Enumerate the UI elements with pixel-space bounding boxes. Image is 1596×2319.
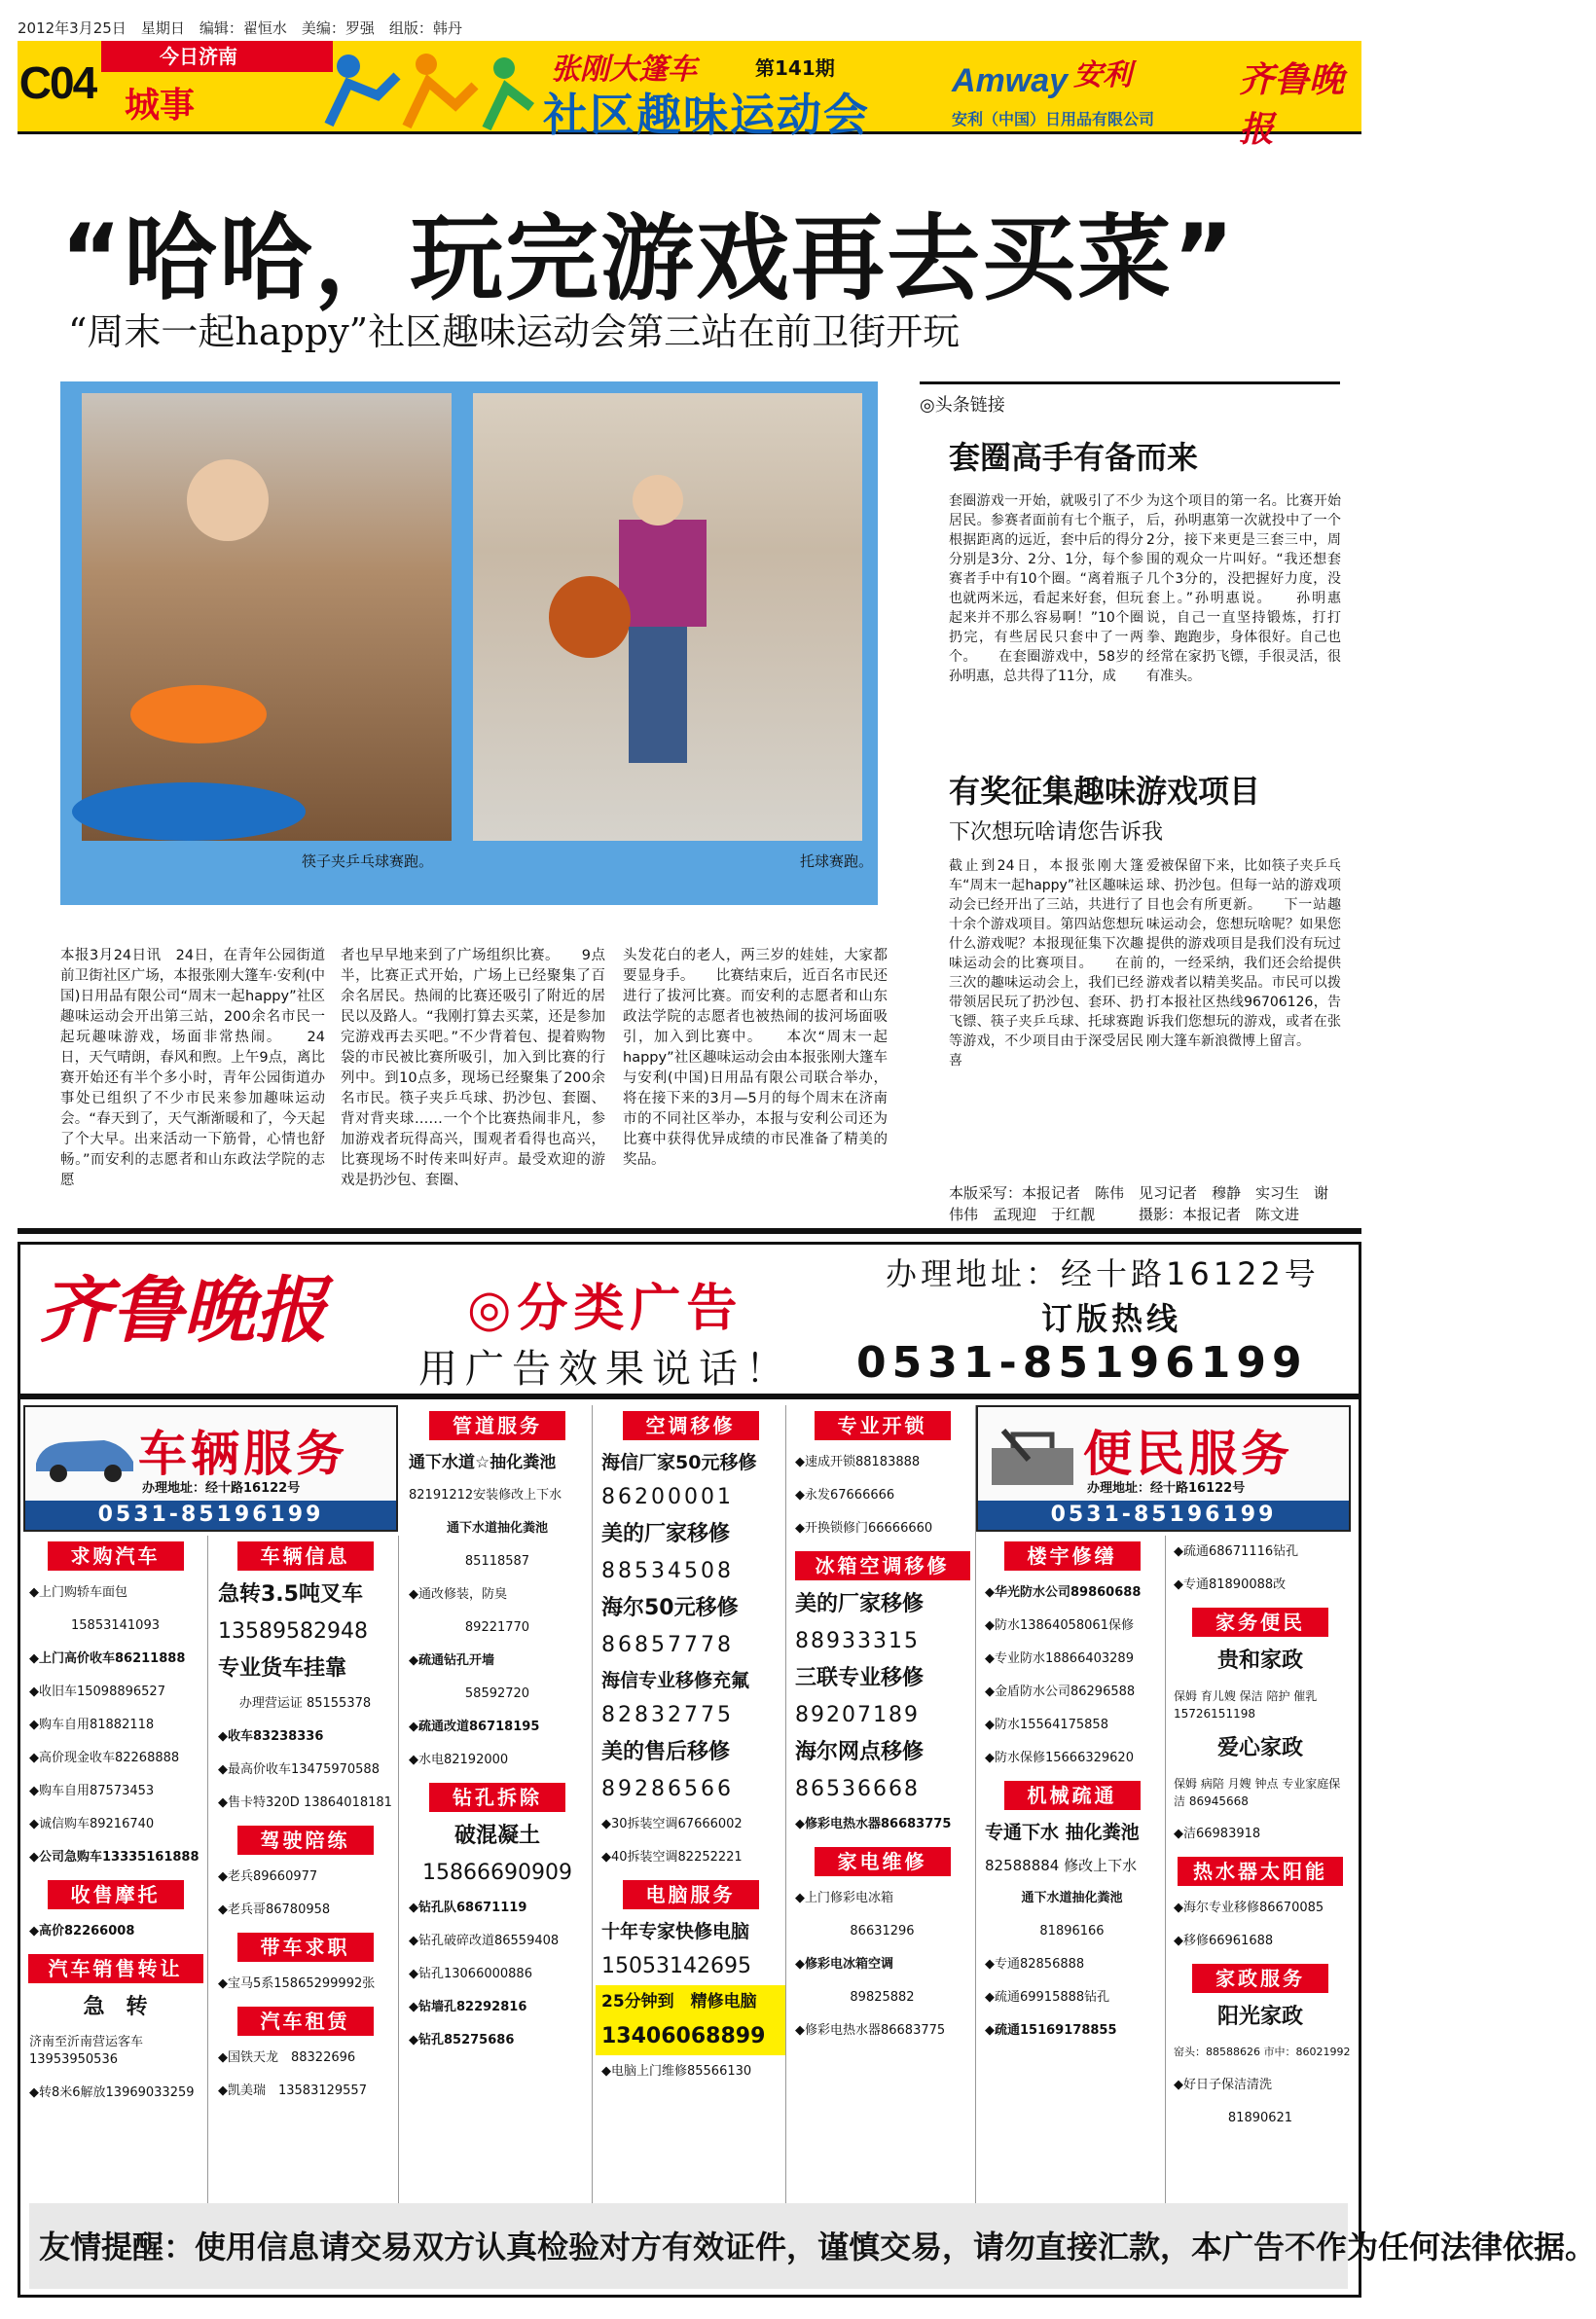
ad-item: ◆移修66961688 [1174,1934,1274,1948]
ad-item: 81896166 [1039,1924,1105,1939]
life-service-phone: 0531-85196199 [978,1501,1349,1530]
ad-item: ◆疏通68671116钻孔 [1174,1544,1299,1559]
ad-item: 86857778 [601,1633,734,1657]
ad-address: 办理地址：经十路16122号 [886,1255,1320,1292]
ad-item: ◆收车83238336 [218,1729,324,1744]
ad-item: 办理营运证 85155378 [238,1696,372,1711]
ad-item: 爱心家政 [1216,1736,1303,1760]
ad-item: ◆金盾防水公司86296588 [985,1685,1136,1699]
ad-item: 86200001 [601,1485,734,1509]
article-col-2: 者也早早地来到了广场组织比赛。 9点半，比赛正式开始，广场上已经聚集了百余名居民。热闹的比赛还吸引了附近的居民以及路人。“我刚打算去买菜，还是参加完游戏再去买吧。”不少背着包、提着购物袋的市民被比赛所吸引，加入到比赛的行列中。到10点多，现场已经聚集了200余名市民。筷子夹乒乓球、扔沙包、套圈、背对背夹球……一个个比赛热闹非凡，参加游戏者玩得高兴，围观者看得也高兴，比赛现场不时传来叫好声。最受欢迎的游戏是扔沙包、套圈、 [341,948,605,1188]
ad-col-aircon [596,1405,786,2203]
side-col-1b: 为这个项目的第一名。比赛开始后，孙明惠第一次就投中了一个2分，接下来更是三套三中，周围的观众一片叫好。“我还想套几个3分的，没把握好力度，没套上。”孙明惠说。 孙明惠说，自己一直坚持锻炼，打打拳、跑跑步，身体很好。自己也经常在家扔飞镖，手很灵活，很有准头。 [1146,493,1341,684]
ad-col-housekeeping [1168,1536,1353,2203]
ad-item: 15866690909 [422,1861,572,1885]
life-service-title: 便民服务 [1083,1426,1293,1482]
ad-item: 85118587 [464,1554,530,1569]
section-top: 今日济南 [101,41,333,72]
ad-item: ◆防水13864058061保修 [985,1618,1134,1633]
car-service-title: 车辆服务 [138,1426,348,1482]
ad-item: ◆专通82856888 [985,1957,1085,1972]
caption-1: 筷子夹乒乓球赛跑。 [302,852,434,870]
page-meta: 2012年3月25日 星期日 编辑：翟恒水 美编：罗强 组版：韩丹 [18,19,462,37]
ad-cat-moto: 收售摩托 [48,1880,184,1909]
ad-item: 81890621 [1227,2111,1293,2125]
article-col-1: 本报3月24日讯 24日，在青年公园街道前卫街社区广场，本报张刚大篷车·安利(中国)日用品有限公司“周末一起happy”社区趣味运动会开出第三站，200余名市民一起玩趣味游戏，场面非常热闹。 24日，天气晴朗，春风和煦。上午9点，离比赛开始还有半个多小时，青年公园街道办事处已组织了不少市民来参加趣味运动会。“春天到了，天气渐渐暖和了，今天起了个大早。出来活动一下筋骨，心情也舒畅。”而安利的志愿者和山东政法学院的志愿 [60,948,325,1188]
article-col-3: 头发花白的老人，两三岁的娃娃，大家都要显身手。 比赛结束后，近百名市民还进行了拔河比赛。而安利的志愿者和山东政法学院的志愿者也被热闹的拔河场面吸引，加入到比赛中。 本次“周末一起happy”社区趣味运动会由本报张刚大篷车与安利(中国)日用品有限公司联合举办，将在接下来的3月—5月的每个周末在济南市的不同社区举办，本报与安利公司还为比赛中获得优异成绩的市民准备了精美的奖品。 [623,948,888,1168]
ad-item: ◆好日子保洁清洗 [1174,2078,1272,2092]
ad-item: ◆购车自用87573453 [29,1784,155,1798]
ad-item: ◆最高价收车13475970588 [218,1762,380,1777]
ad-item: 三联专业移修 [795,1666,925,1690]
ad-item: 保姆 病陪 月嫂 钟点 专业家庭保洁 86945668 [1174,1777,1341,1808]
photo-frame [60,381,878,905]
ad-col-building [979,1536,1166,2203]
ad-item: ◆海尔专业移修86670085 [1174,1901,1324,1915]
ad-item: ◆永发67666666 [795,1488,895,1503]
ad-cat-water-heater: 热水器太阳能 [1178,1857,1343,1886]
ad-item: ◆疏通69915888钻孔 [985,1990,1110,2005]
ad-item: 88933315 [795,1629,920,1653]
ad-item: ◆专业防水18866403289 [985,1651,1134,1666]
ad-cat-mech-dredge: 机械疏通 [1004,1781,1141,1810]
page-divider [18,1228,1361,1234]
ad-item: ◆国铁天龙 88322696 [218,2050,356,2065]
ad-item: 82832775 [601,1703,734,1727]
ad-item: ◆疏通钻孔开墙 [409,1653,494,1668]
side-heading-1: 套圈高手有备而来 [949,439,1199,476]
ad-item: ◆收旧车15098896527 [29,1685,165,1699]
ad-item: ◆防水保修15666329620 [985,1751,1134,1765]
ad-item: ◆钻孔破碎改道86559408 [409,1934,560,1948]
ad-item: ◆华光防水公司89860688 [985,1585,1142,1600]
ad-item: 89221770 [464,1620,530,1635]
ad-item: ◆购车自用81882118 [29,1718,155,1732]
ad-item: 贵和家政 [1216,1649,1303,1673]
ad-cat-driving: 驾驶陪练 [237,1826,374,1855]
ad-cat-building: 楼宇修缮 [1004,1541,1141,1571]
ad-cat-buy-car: 求购汽车 [48,1541,184,1571]
ad-item: ◆凯美瑞 13583129557 [218,2083,367,2098]
ad-cat-car-job: 带车求职 [237,1933,374,1962]
ad-item: 海尔50元移修 [601,1596,739,1620]
ad-item: ◆专通81890088改 [1174,1577,1287,1592]
section-name: 城事 [125,86,196,126]
ad-item: ◆转8米6解放13969033259 [29,2085,195,2100]
ad-item: 破混凝土 [453,1824,540,1848]
masthead [18,41,1361,150]
issue-number: 第141期 [755,56,835,80]
ad-item: ◆公司急购车13335161888 [29,1850,200,1865]
headline: “哈哈，玩完游戏再去买菜” [60,204,1237,313]
life-service-banner [976,1405,1351,1532]
amway-company: 安利（中国）日用品有限公司 [952,110,1155,128]
sports-figures-icon [309,47,543,130]
photo-ball-race [473,393,862,841]
life-service-address: 办理地址：经十路16122号 [1087,1481,1246,1496]
ad-item: 十年专家快修电脑 [601,1921,750,1942]
ad-item: 通下水道抽化粪池 [1021,1891,1123,1905]
ad-item: 海信厂家50元移修 [601,1452,757,1473]
ad-item: ◆钻孔队68671119 [409,1901,527,1915]
ad-item: ◆老兵哥86780958 [218,1902,331,1917]
ad-item: 13589582948 [218,1619,368,1644]
ad-item: ◆修彩电冰箱空调 [795,1957,893,1972]
ad-item: 82588884 修改上下水 [985,1857,1138,1874]
ad-item: 88534508 [601,1559,734,1583]
ad-cat-drilling: 钻孔拆除 [429,1783,565,1812]
ad-item: ◆修彩电热水器86683775 [795,2023,946,2038]
ad-item: 58592720 [464,1686,530,1701]
ad-item: 专通下水 抽化粪池 [985,1822,1140,1843]
amway-cn-logo: 安利 [1073,58,1132,92]
ad-item: ◆电脑上门维修85566130 [601,2064,752,2079]
ad-item: 89286566 [601,1777,734,1801]
ad-class-title: ◎分类广告 [467,1280,744,1338]
car-service-banner [23,1405,398,1532]
ad-item: ◆洁66983918 [1174,1827,1261,1841]
side-col-1a: 套圈游戏一开始，就吸引了不少居民。参赛者面前有七个瓶子，根据距离的远近，套中后的得分分别是3分、2分、1分，每个参赛者手中有10个圈。“离着瓶子也就两米远，看起来好套，但玩起来并不那么容易啊！”10个圈扔完，有些居民只套中了一两个。 在套圈游戏中，58岁的孙明惠，总共得了11分，成 [949,493,1143,684]
ad-item: 25分钟到 精修电脑 [596,1985,785,2018]
ad-item: ◆疏通15169178855 [985,2023,1117,2038]
photo-content-1 [82,393,452,841]
ad-hotline-label: 订版热线 [1041,1300,1182,1337]
ad-cat-household: 家务便民 [1192,1608,1328,1637]
ad-item: 阳光家政 [1216,2005,1303,2029]
ad-item: ◆高价82266008 [29,1924,135,1939]
ad-item: ◆30拆装空调67666002 [601,1817,743,1831]
ad-col-used-cars [23,1536,208,2203]
ad-cat-car-sale: 汽车销售转让 [28,1954,203,1983]
ad-item: ◆钻孔13066000886 [409,1967,532,1981]
car-service-phone: 0531-85196199 [25,1501,396,1530]
ad-col-pipes [403,1405,593,2203]
subheadline: “周末一起happy”社区趣味运动会第三站在前卫街开玩 [68,310,961,353]
ad-item: ◆上门修彩电冰箱 [795,1891,893,1905]
ad-item: 海尔网点移修 [795,1740,925,1764]
ad-item: 济南至沂南营运客车13953950536 [29,2035,144,2067]
ad-item: ◆上门高价收车86211888 [29,1651,186,1666]
ad-item: 海信专业移修充氟 [601,1670,750,1691]
page-number: C04 [18,57,96,108]
ad-hotline: 0531-85196199 [856,1338,1308,1388]
ad-warning: 友情提醒：使用信息请交易双方认真检验对方有效证件，谨慎交易，请勿直接汇款，本广告不作为任何法律依据。 [29,2203,1348,2289]
ad-paper-logo: 齐鲁晚报 [39,1269,327,1353]
ad-item: ◆疏通改道86718195 [409,1720,540,1734]
ad-cat-locks: 专业开锁 [815,1411,951,1440]
ad-item: 美的厂家移修 [795,1592,925,1616]
ad-cat-pipes: 管道服务 [429,1411,565,1440]
toolbox-icon [984,1421,1081,1489]
column-title: 社区趣味运动会 [543,89,870,141]
ad-item: ◆宝马5系15865299992张 [218,1976,376,1991]
ad-item: 86536668 [795,1777,920,1801]
ad-slogan: 用广告效果说话！ [418,1347,792,1392]
ad-item: 89207189 [795,1703,920,1727]
ad-item: ◆高价现金收车82268888 [29,1751,180,1765]
ad-cat-computer: 电脑服务 [623,1880,759,1909]
ad-item: 86631296 [850,1924,915,1939]
ad-cat-housekeeping: 家政服务 [1192,1964,1328,1993]
ad-item: ◆诚信购车89216740 [29,1817,155,1831]
ad-item: 美的售后移修 [601,1740,731,1764]
ad-item: ◆钻孔85275686 [409,2033,515,2047]
side-col-2a: 截止到24日，本报张刚大篷车“周末一起happy”社区趣味运动会已经开出了三站，共进行了十余个游戏项目。第四站您想玩什么游戏呢？本报现征集下次趣味运动会的比赛项目。 在前三次的趣味运动会上，我们已经带领居民玩了扔沙包、套环、扔飞镖、筷子夹乒乓球、托球赛跑等游戏，不少项目由于深受居民喜 [949,858,1143,1069]
side-subheading: 下次想玩啥请您告诉我 [949,820,1164,845]
ad-item: 急 转 [83,1995,148,2019]
ad-cat-aircon: 空调移修 [623,1411,759,1440]
ad-item: ◆通改修装，防臭 [409,1587,507,1602]
ad-item: 窑头：88588626 市中：86021992 [1174,2046,1351,2058]
ad-item: 15853141093 [71,1618,160,1633]
ad-col-locks [789,1405,976,2203]
ad-item: ◆钻墙孔82292816 [409,2000,527,2014]
ad-item: ◆修彩电热水器86683775 [795,1817,952,1831]
credits: 本版采写：本报记者 陈伟 见习记者 穆静 实习生 谢伟伟 孟现迎 于红靓 摄影：本报记者 陈文进 [949,1184,1329,1223]
side-col-2b: 爱被保留下来，比如筷子夹乒乓球、扔沙包。但每一站的游戏项目也会有所更新。 下一站趣味运动会，您想玩啥呢？如果您提供的游戏项目是我们没有玩过的，一经采纳，我们还会给提供游戏者以精美奖品。市民可以拨打本报社区热线96706126，告诉我们您想玩的游戏，或者在张刚大篷车新浪微博上留言。 [1146,858,1341,1049]
ad-item: 急转3.5吨叉车 [218,1582,363,1607]
ad-item: 82191212安装修改上下水 [409,1488,562,1503]
ad-item: ◆水电82192000 [409,1753,509,1767]
ad-item: ◆老兵89660977 [218,1869,318,1884]
ad-cat-appliance: 家电维修 [815,1847,951,1876]
ad-item: ◆开换锁修门66666660 [795,1521,933,1536]
ad-item: ◆速成开锁88183888 [795,1455,921,1469]
side-rule [920,381,1340,384]
ad-item: 13406068899 [596,2018,785,2055]
paper-logo: 齐鲁晚报 [1239,59,1345,150]
ad-item: 保姆 育儿嫂 保洁 陪护 催乳 15726151198 [1174,1689,1318,1721]
ad-cat-car-rental: 汽车租赁 [237,2007,374,2036]
ad-item: 通下水道抽化粪池 [446,1521,548,1536]
car-service-address: 办理地址：经十路16122号 [142,1481,301,1496]
ad-item: ◆售卡特320D 13864018181 [218,1795,392,1810]
ad-col-vehicle-info [212,1536,399,2203]
car-icon [31,1425,138,1483]
ad-item: 美的厂家移修 [601,1522,731,1546]
photo-content-2 [473,393,862,841]
photo-ping-pong [82,393,452,841]
ad-cat-vehicle-info: 车辆信息 [237,1541,374,1571]
caption-2: 托球赛跑。 [800,852,874,870]
side-heading-2: 有奖征集趣味游戏项目 [949,773,1261,810]
ad-item: 通下水道☆抽化粪池 [409,1453,557,1472]
amway-logo: Amway [952,62,1069,99]
ad-item: 15053142695 [601,1954,751,1978]
ad-cat-fridge: 冰箱空调移修 [795,1551,970,1580]
side-tag: ◎头条链接 [920,395,1005,416]
ad-divider [18,1394,1361,1399]
ad-item: 89825882 [850,1990,915,2005]
sponsor-name: 张刚大篷车 [551,53,697,87]
ad-item: ◆上门购轿车面包 [29,1585,127,1600]
ad-item: ◆防水15564175858 [985,1718,1108,1732]
ad-item: 专业货车挂靠 [218,1656,347,1681]
ad-item: ◆40拆装空调82252221 [601,1850,743,1865]
